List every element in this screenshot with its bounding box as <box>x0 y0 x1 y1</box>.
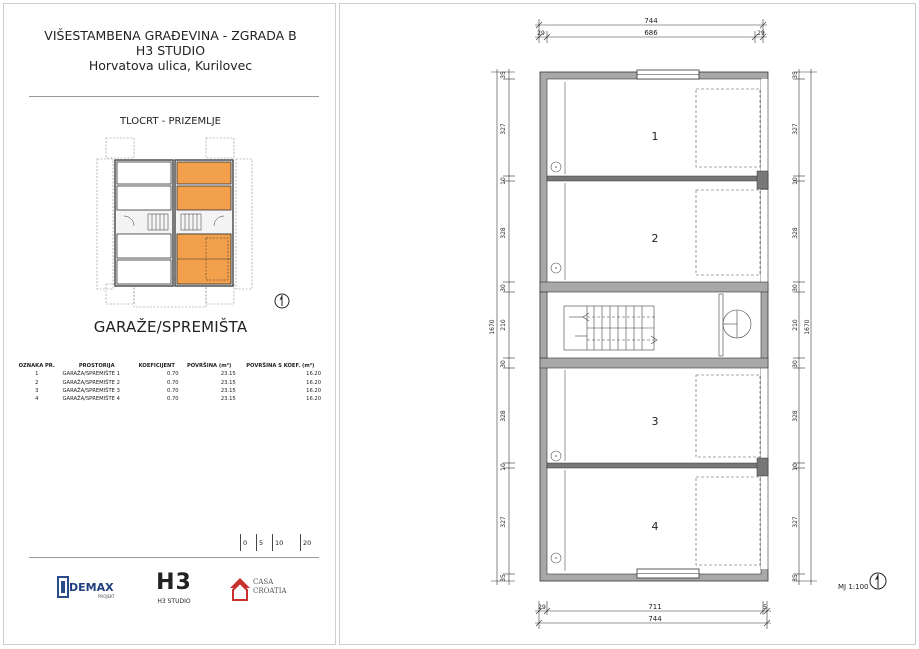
casa-line2: CROATIA <box>253 587 287 595</box>
scale-label: 20 <box>303 539 312 547</box>
scale-label: 5 <box>259 539 264 547</box>
casa-house-icon <box>229 576 251 602</box>
floor-plan-drawing <box>339 3 916 645</box>
table-row <box>13 370 323 378</box>
cell: 4 <box>35 396 39 403</box>
dim-top-left: 29 <box>537 30 545 37</box>
dim-left: 328 <box>500 227 507 239</box>
dim-right: 210 <box>792 319 799 331</box>
cell: 23.15 <box>220 396 236 403</box>
project-title-line2: H3 STUDIO <box>135 43 206 58</box>
dim-top-overall: 744 <box>644 17 658 25</box>
area-table-header <box>13 362 323 370</box>
cell: 0.70 <box>167 371 179 378</box>
room-label-2: 2 <box>651 232 659 245</box>
cell: GARAŽA/SPREMIŠTE 1 <box>62 371 120 378</box>
h3-mark: H3 <box>156 570 192 595</box>
h3-studio-logo <box>150 571 198 613</box>
dim-right: 10 <box>792 177 799 185</box>
room-label-4: 4 <box>651 520 659 533</box>
north-arrow-icon <box>274 293 290 309</box>
cell: 16.20 <box>306 387 321 394</box>
h3-studio-text: H3 STUDIO <box>157 598 191 605</box>
dim-right: 328 <box>792 227 799 239</box>
title-block-panel <box>3 3 336 645</box>
scale-tick <box>240 534 241 551</box>
drawing-scale: MJ 1:100 <box>838 583 869 591</box>
scale-label: 10 <box>275 539 284 547</box>
cell: 23.15 <box>220 387 236 394</box>
table-row <box>13 387 323 395</box>
col-header: PROSTORIJA <box>78 363 115 369</box>
room-label-1: 1 <box>651 130 659 143</box>
cell: GARAŽA/SPREMIŠTE 3 <box>62 387 120 394</box>
dim-right: 35 <box>792 574 799 582</box>
room-label-3: 3 <box>651 415 659 428</box>
cell: GARAŽA/SPREMIŠTE 2 <box>62 379 120 386</box>
dim-right: 327 <box>792 123 799 135</box>
dim-left: 327 <box>500 516 507 528</box>
dim-left: 10 <box>500 463 507 471</box>
dim-left-total: 1670 <box>489 319 496 335</box>
dim-right: 30 <box>792 284 799 292</box>
divider <box>29 96 319 97</box>
cell: 16.20 <box>306 379 321 386</box>
scale-label: 0 <box>243 539 248 547</box>
col-header: POVRŠINA S KOEF. (m²) <box>246 363 315 369</box>
dim-left: 35 <box>500 574 507 582</box>
dim-right-total: 1670 <box>804 319 811 335</box>
col-header: OZNAKA PR. <box>18 363 55 369</box>
scale-tick <box>256 534 257 551</box>
dim-bottom-left: 29 <box>538 604 546 611</box>
north-arrow-main-icon <box>870 573 886 589</box>
dim-right: 327 <box>792 516 799 528</box>
highlight-unit-1 <box>177 162 231 184</box>
cell: 3 <box>35 387 39 394</box>
demax-wordmark: DEMAX <box>69 581 114 594</box>
dim-left: 328 <box>500 410 507 422</box>
project-address: Horvatova ulica, Kurilovec <box>88 58 253 73</box>
cell: 16.20 <box>306 371 321 378</box>
dim-right: 328 <box>792 410 799 422</box>
dim-left: 210 <box>500 319 507 331</box>
highlight-unit-2 <box>177 186 231 210</box>
cell: 0.70 <box>167 379 179 386</box>
scale-tick <box>300 534 301 551</box>
building-walls <box>540 70 769 581</box>
dim-right: 10 <box>792 463 799 471</box>
dim-bottom-inner: 711 <box>648 603 662 611</box>
dim-left: 35 <box>500 71 507 79</box>
dim-left: 30 <box>500 360 507 368</box>
casa-croatia-logo <box>229 574 299 610</box>
dim-left: 327 <box>500 123 507 135</box>
dim-right: 35 <box>792 71 799 79</box>
scale-tick <box>272 534 273 551</box>
divider <box>29 557 319 558</box>
cell: 16.20 <box>306 396 321 403</box>
dim-right: 30 <box>792 360 799 368</box>
cell: 23.15 <box>220 371 236 378</box>
dim-bottom-overall: 744 <box>648 615 662 623</box>
cell: 1 <box>35 371 39 378</box>
demax-subtext: PROJEKT <box>98 594 115 599</box>
cell: 0.70 <box>167 396 179 403</box>
dim-bottom-right: 5 <box>763 604 767 611</box>
col-header: KOEFICIJENT <box>138 363 175 369</box>
project-title-line1: VIŠESTAMBENA GRAĐEVINA - ZGRADA B <box>44 28 297 43</box>
casa-line1: CASA <box>253 578 274 586</box>
plan-subtitle: TLOCRT - PRIZEMLJE <box>119 116 222 127</box>
table-row <box>13 395 323 403</box>
table-row <box>13 378 323 386</box>
area-table <box>13 362 323 404</box>
dim-top-right: 29 <box>757 30 765 37</box>
cell: 2 <box>35 379 39 386</box>
section-title: GARAŽE/SPREMIŠTA <box>93 318 248 336</box>
dim-top-inner: 686 <box>644 29 658 37</box>
cell: 23.15 <box>220 379 236 386</box>
col-header: POVRŠINA (m²) <box>186 363 232 369</box>
dim-left: 30 <box>500 284 507 292</box>
key-plan <box>94 134 254 309</box>
cell: GARAŽA/SPREMIŠTE 4 <box>62 396 120 403</box>
dim-left: 10 <box>500 177 507 185</box>
cell: 0.70 <box>167 387 179 394</box>
demax-logo <box>56 571 120 611</box>
